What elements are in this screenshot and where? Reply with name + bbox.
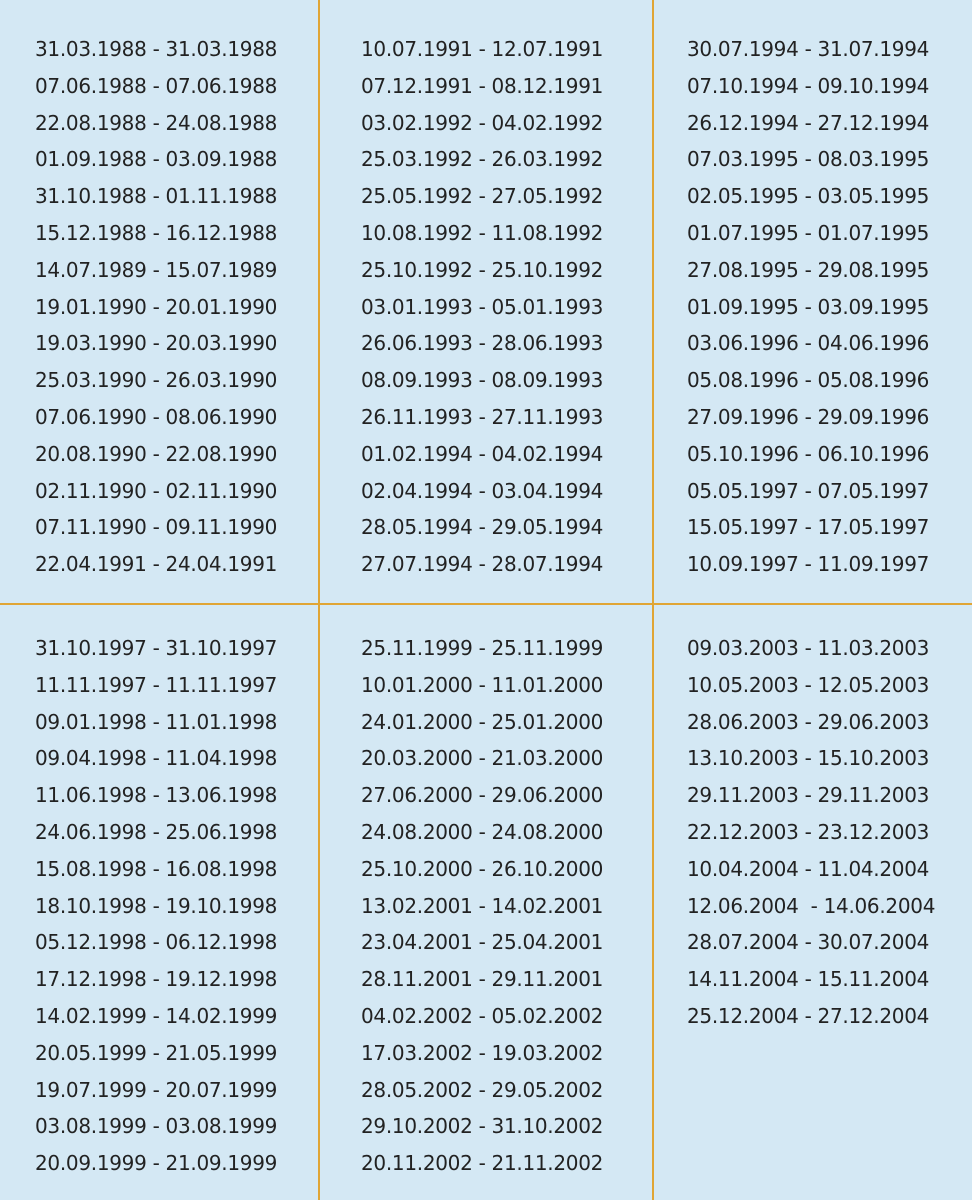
- date-range-item: 03.02.1992 - 04.02.1992: [361, 110, 604, 135]
- date-range-item: 02.04.1994 - 03.04.1994: [361, 478, 604, 503]
- date-range-item: 25.12.2004 - 27.12.2004: [687, 1003, 930, 1028]
- date-range-item: 31.10.1997 - 31.10.1997: [35, 636, 278, 660]
- date-range-item: 20.03.2000 - 21.03.2000: [361, 746, 604, 771]
- date-range-item: 08.09.1993 - 08.09.1993: [361, 368, 604, 393]
- date-range-item: 27.07.1994 - 28.07.1994: [361, 552, 604, 577]
- date-range-item: 28.06.2003 - 29.06.2003: [687, 709, 930, 734]
- date-range-item: 05.08.1996 - 05.08.1996: [687, 368, 930, 393]
- date-range-item: 01.07.1995 - 01.07.1995: [687, 220, 930, 245]
- date-range-item: 07.12.1991 - 08.12.1991: [361, 73, 604, 98]
- date-range-item: 24.06.1998 - 25.06.1998: [35, 819, 278, 844]
- date-range-item: 11.06.1998 - 13.06.1998: [35, 783, 278, 808]
- date-range-item: 05.05.1997 - 07.05.1997: [687, 478, 930, 503]
- date-range-item: 20.08.1990 - 22.08.1990: [35, 441, 278, 466]
- date-range-item: 22.08.1988 - 24.08.1988: [35, 110, 278, 135]
- date-range-item: 01.09.1988 - 03.09.1988: [35, 147, 278, 172]
- date-range-item: 01.09.1995 - 03.09.1995: [687, 294, 930, 319]
- date-range-item: 20.11.2002 - 21.11.2002: [361, 1151, 604, 1176]
- date-range-item: 03.01.1993 - 05.01.1993: [361, 294, 604, 319]
- date-range-item: 10.07.1991 - 12.07.1991: [361, 37, 604, 61]
- date-range-item: 13.10.2003 - 15.10.2003: [687, 746, 930, 771]
- date-range-item: 20.05.1999 - 21.05.1999: [35, 1040, 278, 1065]
- date-range-item: 18.10.1998 - 19.10.1998: [35, 893, 278, 918]
- date-range-item: 07.11.1990 - 09.11.1990: [35, 515, 278, 540]
- date-range-item: 05.10.1996 - 06.10.1996: [687, 441, 930, 466]
- date-range-item: 23.04.2001 - 25.04.2001: [361, 930, 604, 955]
- date-range-item: 24.08.2000 - 24.08.2000: [361, 819, 604, 844]
- date-range-item: 09.03.2003 - 11.03.2003: [687, 636, 930, 660]
- date-range-item: 10.09.1997 - 11.09.1997: [687, 552, 930, 577]
- date-cell-bottom-middle: [361, 630, 647, 1182]
- date-range-item: 09.04.1998 - 11.04.1998: [35, 746, 278, 771]
- date-range-item: 27.06.2000 - 29.06.2000: [361, 783, 604, 808]
- date-cell-bottom-left: [35, 630, 313, 1182]
- date-range-item: 20.09.1999 - 21.09.1999: [35, 1151, 278, 1176]
- date-range-item: 25.10.1992 - 25.10.1992: [361, 257, 604, 282]
- date-range-item: 22.12.2003 - 23.12.2003: [687, 819, 930, 844]
- date-range-item: 14.07.1989 - 15.07.1989: [35, 257, 278, 282]
- date-range-item: 02.11.1990 - 02.11.1990: [35, 478, 278, 503]
- date-cell-bottom-right: [687, 630, 967, 1035]
- date-cell-top-middle: [361, 31, 647, 583]
- date-range-item: 17.03.2002 - 19.03.2002: [361, 1040, 604, 1065]
- date-range-item: 19.07.1999 - 20.07.1999: [35, 1077, 278, 1102]
- date-range-item: 26.06.1993 - 28.06.1993: [361, 331, 604, 356]
- date-range-item: 26.12.1994 - 27.12.1994: [687, 110, 930, 135]
- date-range-item: 09.01.1998 - 11.01.1998: [35, 709, 278, 734]
- date-range-item: 19.03.1990 - 20.03.1990: [35, 331, 278, 356]
- date-range-item: 27.09.1996 - 29.09.1996: [687, 404, 930, 429]
- date-range-item: 10.05.2003 - 12.05.2003: [687, 672, 930, 697]
- date-range-item: 04.02.2002 - 05.02.2002: [361, 1003, 604, 1028]
- date-range-item: 15.08.1998 - 16.08.1998: [35, 856, 278, 881]
- date-range-item: 25.10.2000 - 26.10.2000: [361, 856, 604, 881]
- date-range-item: 29.10.2002 - 31.10.2002: [361, 1114, 604, 1139]
- date-range-item: 11.11.1997 - 11.11.1997: [35, 672, 278, 697]
- date-range-item: 31.03.1988 - 31.03.1988: [35, 37, 278, 61]
- date-range-item: 10.01.2000 - 11.01.2000: [361, 672, 604, 697]
- date-range-item: 25.03.1990 - 26.03.1990: [35, 368, 278, 393]
- date-range-item: 10.04.2004 - 11.04.2004: [687, 856, 930, 881]
- date-range-item: 27.08.1995 - 29.08.1995: [687, 257, 930, 282]
- date-range-item: 15.12.1988 - 16.12.1988: [35, 220, 278, 245]
- date-range-item: 30.07.1994 - 31.07.1994: [687, 37, 930, 61]
- date-cell-top-right: [687, 31, 967, 583]
- date-range-item: 28.05.2002 - 29.05.2002: [361, 1077, 604, 1102]
- date-range-item: 25.03.1992 - 26.03.1992: [361, 147, 604, 172]
- date-range-item: 12.06.2004 - 14.06.2004: [687, 893, 936, 918]
- date-range-item: 07.06.1990 - 08.06.1990: [35, 404, 278, 429]
- date-range-item: 02.05.1995 - 03.05.1995: [687, 184, 930, 209]
- date-range-item: 01.02.1994 - 04.02.1994: [361, 441, 604, 466]
- date-range-item: 28.05.1994 - 29.05.1994: [361, 515, 604, 540]
- date-range-item: 29.11.2003 - 29.11.2003: [687, 783, 930, 808]
- date-range-item: 25.11.1999 - 25.11.1999: [361, 636, 604, 660]
- date-range-item: 05.12.1998 - 06.12.1998: [35, 930, 278, 955]
- row-divider: [0, 603, 972, 605]
- date-range-item: 26.11.1993 - 27.11.1993: [361, 404, 604, 429]
- date-range-item: 14.02.1999 - 14.02.1999: [35, 1003, 278, 1028]
- date-range-item: 28.07.2004 - 30.07.2004: [687, 930, 930, 955]
- date-cell-top-left: [35, 31, 313, 583]
- date-range-item: 25.05.1992 - 27.05.1992: [361, 184, 604, 209]
- date-range-item: 03.08.1999 - 03.08.1999: [35, 1114, 278, 1139]
- date-range-item: 14.11.2004 - 15.11.2004: [687, 967, 930, 992]
- column-divider-2: [652, 0, 654, 1200]
- date-range-item: 17.12.1998 - 19.12.1998: [35, 967, 278, 992]
- date-range-item: 07.10.1994 - 09.10.1994: [687, 73, 930, 98]
- date-range-item: 07.06.1988 - 07.06.1988: [35, 73, 278, 98]
- date-range-item: 31.10.1988 - 01.11.1988: [35, 184, 278, 209]
- date-range-item: 10.08.1992 - 11.08.1992: [361, 220, 604, 245]
- column-divider-1: [318, 0, 320, 1200]
- date-range-item: 24.01.2000 - 25.01.2000: [361, 709, 604, 734]
- date-range-item: 13.02.2001 - 14.02.2001: [361, 893, 604, 918]
- date-range-item: 03.06.1996 - 04.06.1996: [687, 331, 930, 356]
- date-range-item: 28.11.2001 - 29.11.2001: [361, 967, 604, 992]
- date-range-item: 07.03.1995 - 08.03.1995: [687, 147, 930, 172]
- date-range-item: 22.04.1991 - 24.04.1991: [35, 552, 278, 577]
- date-range-item: 15.05.1997 - 17.05.1997: [687, 515, 930, 540]
- date-range-item: 19.01.1990 - 20.01.1990: [35, 294, 278, 319]
